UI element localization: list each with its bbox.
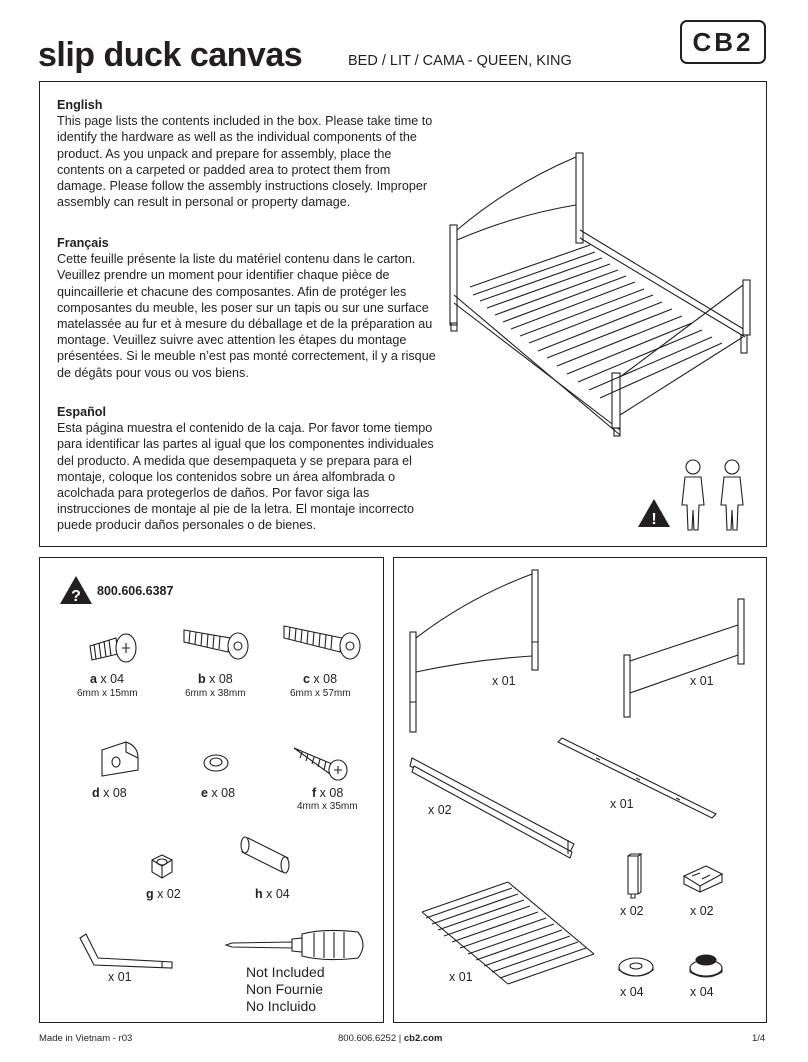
footer-contact [338, 1033, 442, 1044]
bed-illustration [440, 145, 760, 435]
nut-g-icon [146, 852, 178, 882]
slats-icon [416, 876, 606, 994]
note-english: Not Included [246, 964, 325, 980]
footboard-qty: x 01 [690, 674, 714, 688]
dowel-h-icon [238, 834, 300, 876]
bracket-icon [680, 862, 726, 896]
hex-key-icon [76, 932, 178, 972]
large-washer-icon [616, 954, 656, 980]
hardware-f-label: f x 08 [312, 786, 344, 800]
section-text: Esta página muestra el contenido de la caja. Por favor tome tiempo para identificar las partes al igual que los componentes individuales del producto. A medida que desempaqueta y se prepara para el montaje, coloque los contenidos sobre un área alfombrada o acolchada para protegerlos de daños. Por favor siga las instrucciones de montaje al pie de la letra. El montaje incorrecto puede producir daños personales o de bienes. [57, 421, 434, 533]
svg-text:!: ! [651, 511, 657, 528]
center-rail-qty: x 01 [610, 797, 634, 811]
headboard-icon [402, 562, 548, 737]
center-leg-icon [622, 852, 646, 902]
footer-page: 1/4 [752, 1033, 766, 1044]
screw-b-icon [182, 620, 252, 660]
center-rail-icon [556, 736, 720, 822]
hardware-b-size: 6mm x 38mm [185, 688, 246, 699]
cam-lock-d-icon [98, 738, 142, 780]
question-warning-icon [58, 574, 94, 606]
brackets-qty: x 02 [690, 904, 714, 918]
wood-screw-f-icon [292, 744, 354, 780]
slats-qty: x 01 [449, 970, 473, 984]
english-section [57, 97, 437, 210]
footer-site[interactable]: cb2.com [403, 1033, 443, 1044]
spanish-section [57, 404, 437, 534]
page-subtitle: BED / LIT / CAMA - QUEEN, KING [348, 53, 572, 69]
hardware-c-size: 6mm x 57mm [290, 688, 351, 699]
section-text: Cette feuille présente la liste du matériel contenu dans le carton. Veuillez prendre un moment pour identifier chaque pièce de quincaillerie et chacune des composantes. Afin de protéger les composantes du meuble, les poser sur un tapis ou sur une surface matelassée au fur et à mesure du déballage et de la préparation au montage. Veuillez suivre avec attention les étapes du montage présentées. Si le meuble n’est pas monté correctement, il y a risque de dégâts pour vous ou vos biens. [57, 252, 436, 380]
hardware-a-label: a x 04 [90, 672, 125, 686]
hardware-h-label: h x 04 [255, 887, 290, 901]
footboard-icon [620, 595, 750, 725]
hardware-c-label: c x 08 [303, 672, 338, 686]
hardware-a-size: 6mm x 15mm [77, 688, 138, 699]
glides-qty: x 04 [690, 985, 714, 999]
note-spanish: No Incluido [246, 998, 317, 1014]
footer-phone: 800.606.6252 [338, 1033, 397, 1044]
glide-icon [686, 950, 726, 980]
note-french: Non Fournie [246, 981, 324, 997]
hardware-b-label: b x 08 [198, 672, 233, 686]
section-text: This page lists the contents included in the box. Please take time to identify the hardware as well as the individual components of the product. As you unpack and prepare for assembly, place the contents on a carpeted or padded area to protect them from damage. Please follow the assembly instructions closely. Improper assembly can result in personal or property damage. [57, 114, 433, 210]
headboard-qty: x 01 [492, 674, 516, 688]
section-heading: Français [57, 236, 109, 250]
svg-text:?: ? [71, 588, 81, 605]
brand-logo: CB2 [680, 20, 766, 64]
screw-c-icon [282, 620, 364, 660]
french-section [57, 235, 437, 381]
footer-origin: Made in Vietnam - r03 [39, 1033, 133, 1044]
hardware-g-label: g x 02 [146, 887, 181, 901]
page-title: slip duck canvas [38, 36, 303, 74]
screwdriver-note [246, 964, 325, 1015]
washers-qty: x 04 [620, 985, 644, 999]
center-legs-qty: x 02 [620, 904, 644, 918]
footer-separator: | [398, 1033, 402, 1044]
side-rails-qty: x 02 [428, 803, 452, 817]
section-heading: Español [57, 405, 106, 419]
hex-key-qty: x 01 [108, 970, 132, 984]
screw-a-icon [88, 632, 140, 668]
help-phone: 800.606.6387 [97, 584, 174, 598]
hardware-f-size: 4mm x 35mm [297, 801, 358, 812]
section-heading: English [57, 98, 103, 112]
hardware-e-label: e x 08 [201, 786, 236, 800]
warning-icon [636, 497, 672, 529]
hardware-d-label: d x 08 [92, 786, 127, 800]
washer-e-icon [202, 752, 232, 774]
screwdriver-icon [224, 928, 368, 962]
